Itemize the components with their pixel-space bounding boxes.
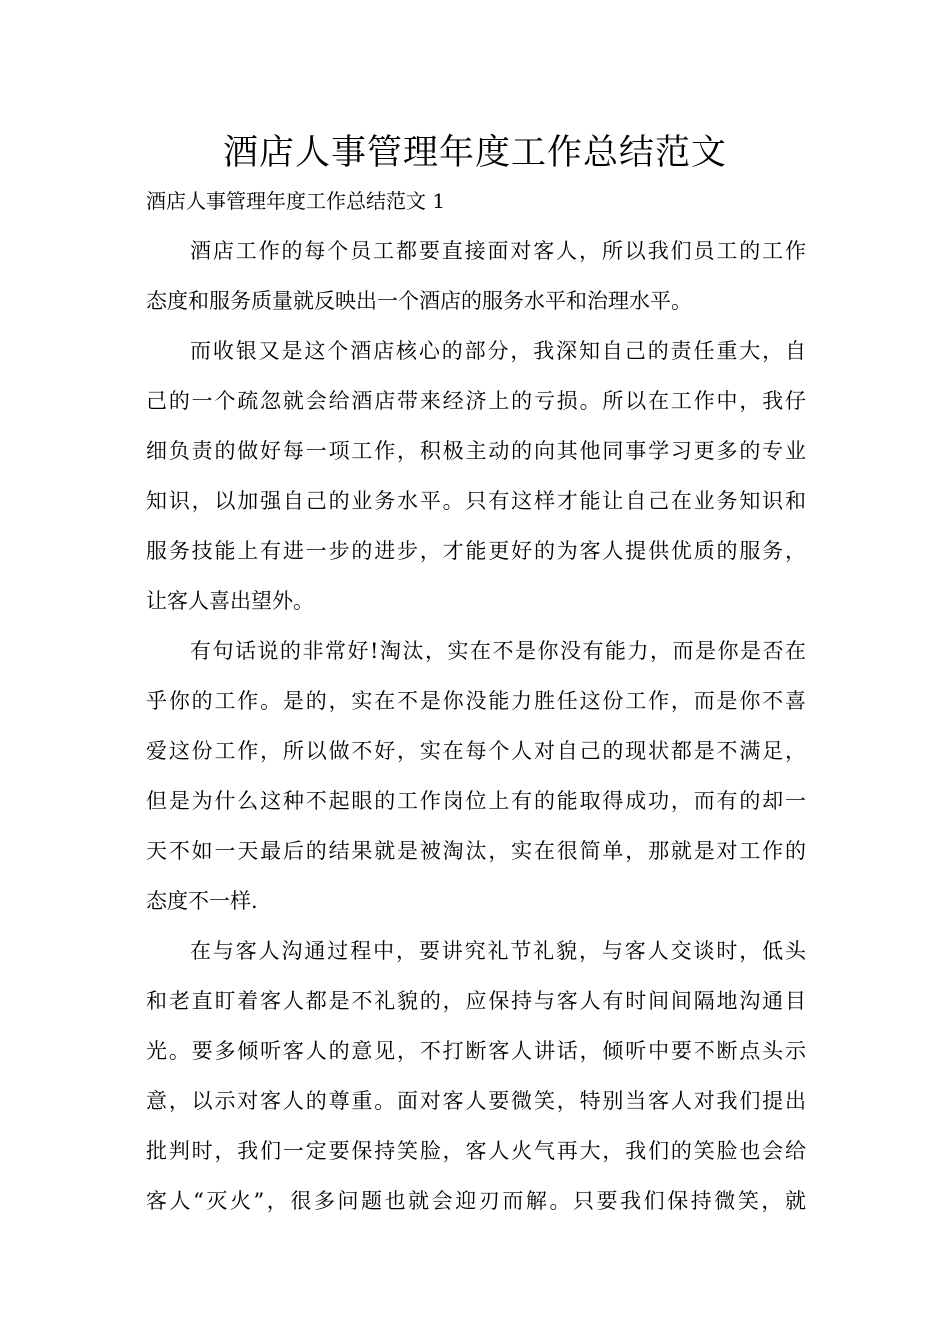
paragraph-line: 而收银又是这个酒店核心的部分，我深知自己的责任重大，自 [190,339,806,363]
paragraph-line: 知识，以加强自己的业务水平。只有这样才能让自己在业务知识和 [146,489,806,513]
paragraph-line: 有句话说的非常好!淘汰，实在不是你没有能力，而是你是否在 [190,639,806,663]
paragraph-2 [146,326,806,626]
paragraph-4 [146,926,806,1226]
paragraph-line: 客人“灭火”，很多问题也就会迎刃而解。只要我们保持微笑，就 [146,1189,806,1213]
paragraph-line: 让客人喜出望外。 [146,589,314,613]
document-title: 酒店人事管理年度工作总结范文 [222,133,727,173]
paragraph-1 [146,226,806,326]
paragraph-line: 意，以示对客人的尊重。面对客人要微笑，特别当客人对我们提出 [146,1089,806,1113]
paragraph-line: 酒店工作的每个员工都要直接面对客人，所以我们员工的工作 [190,239,806,263]
paragraph-line: 态度不一样. [146,889,258,913]
paragraph-line: 和老直盯着客人都是不礼貌的，应保持与客人有时间间隔地沟通目 [146,989,806,1013]
paragraph-line: 光。要多倾听客人的意见，不打断客人讲话，倾听中要不断点头示 [146,1039,806,1063]
paragraph-3 [146,626,806,926]
paragraph-line: 态度和服务质量就反映出一个酒店的服务水平和治理水平。 [146,289,692,313]
paragraph-line: 天不如一天最后的结果就是被淘汰，实在很简单，那就是对工作的 [146,839,806,863]
paragraph-line: 在与客人沟通过程中，要讲究礼节礼貌，与客人交谈时，低头 [190,939,806,963]
paragraph-line: 己的一个疏忽就会给酒店带来经济上的亏损。所以在工作中，我仔 [146,389,806,413]
paragraph-line: 服务技能上有进一步的进步，才能更好的为客人提供优质的服务， [146,539,806,563]
paragraph-line: 细负责的做好每一项工作，积极主动的向其他同事学习更多的专业 [146,439,806,463]
paragraph-line: 爱这份工作，所以做不好，实在每个人对自己的现状都是不满足， [146,739,806,763]
paragraph-line: 乎你的工作。是的，实在不是你没能力胜任这份工作，而是你不喜 [146,689,806,713]
paragraph-line: 批判时，我们一定要保持笑脸，客人火气再大，我们的笑脸也会给 [146,1139,806,1163]
section-heading: 酒店人事管理年度工作总结范文 1 [146,189,446,213]
paragraph-line: 但是为什么这种不起眼的工作岗位上有的能取得成功，而有的却一 [146,789,806,813]
